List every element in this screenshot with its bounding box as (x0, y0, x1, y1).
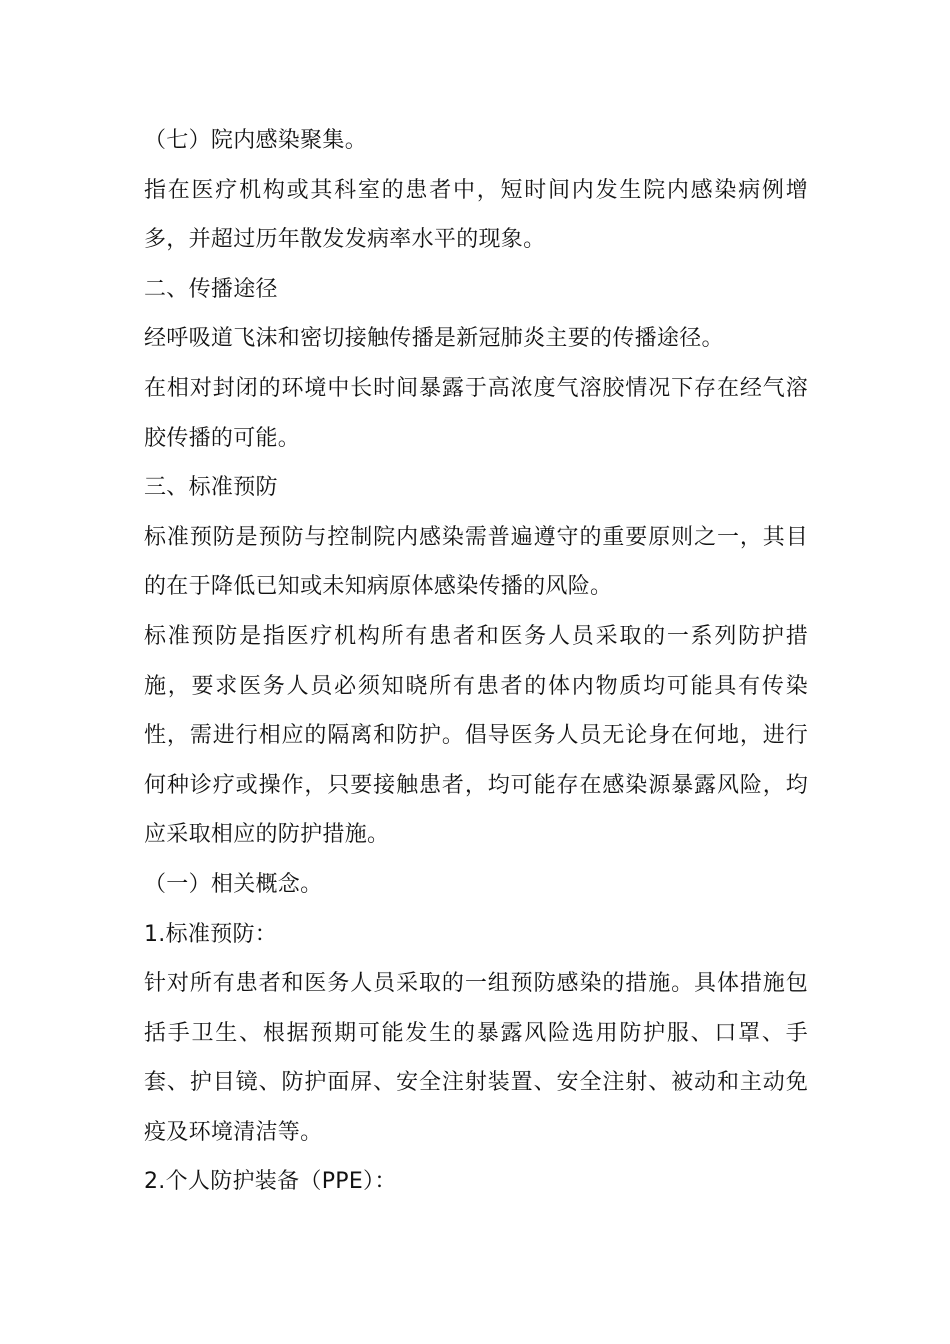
subsection-heading-related-concepts: （一）相关概念。 (144, 871, 323, 897)
paragraph-standard-precaution-principle: 标准预防是预防与控制院内感染需普遍遵守的重要原则之一，其目的在于降低已知或未知病原体感染传播的风险。 (144, 524, 808, 600)
section-heading-transmission-routes: 二、传播途径 (144, 276, 278, 302)
paragraph-cluster-definition: 指在医疗机构或其科室的患者中，短时间内发生院内感染病例增多，并超过历年散发发病率水平的现象。 (144, 177, 808, 253)
paragraph-aerosol: 在相对封闭的环境中长时间暴露于高浓度气溶胶情况下存在经气溶胶传播的可能。 (144, 375, 808, 451)
paragraph-standard-precaution-definition: 针对所有患者和医务人员采取的一组预防感染的措施。具体措施包括手卫生、根据预期可能发生的暴露风险选用防护服、口罩、手套、护目镜、防护面屏、安全注射装置、安全注射、被动和主动免疫及环境清洁等。 (144, 971, 808, 1145)
document-body (144, 116, 808, 1207)
section-heading-standard-precautions: 三、标准预防 (144, 475, 278, 501)
item-heading-standard-precaution: 1.标准预防： (144, 921, 278, 947)
paragraph-droplet-contact: 经呼吸道飞沫和密切接触传播是新冠肺炎主要的传播途径。 (144, 326, 724, 352)
item-heading-ppe: 2.个人防护装备（PPE）： (144, 1169, 397, 1195)
section-heading-7-infection-cluster: （七）院内感染聚集。 (144, 128, 368, 153)
paragraph-standard-precaution-measures: 标准预防是指医疗机构所有患者和医务人员采取的一系列防护措施，要求医务人员必须知晓所有患者的体内物质均可能具有传染性，需进行相应的隔离和防护。倡导医务人员无论身在何地，进行何种诊疗或操作，只要接触患者，均可能存在感染源暴露风险，均应采取相应的防护措施。 (144, 623, 808, 848)
